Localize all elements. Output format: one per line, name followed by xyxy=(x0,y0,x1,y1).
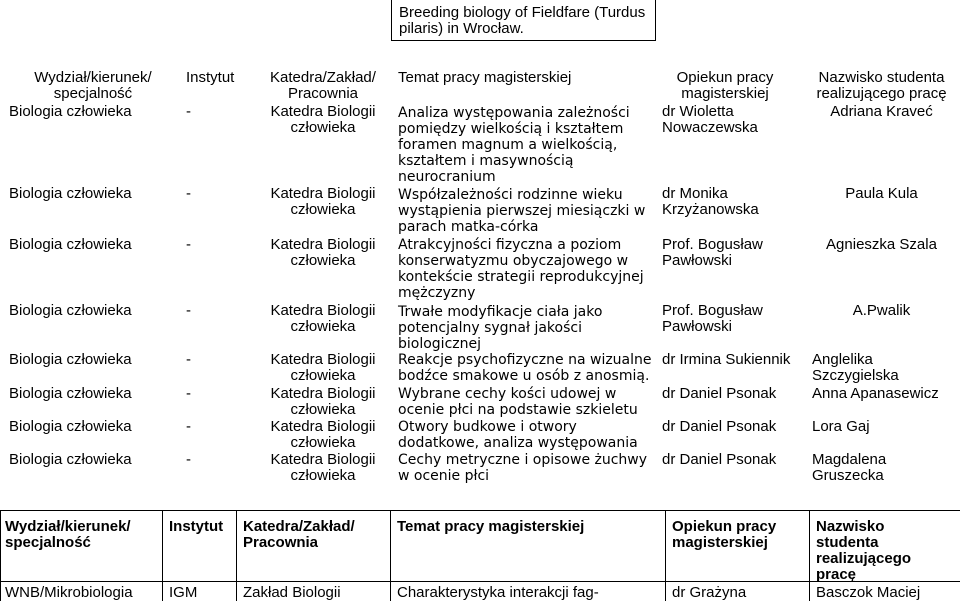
t1-row4-topic: Trwałe modyfikacje ciała jako potencjalny sygnał jakości biologicznej xyxy=(398,304,603,352)
t1-row1-student: Adriana Kraveć xyxy=(830,103,933,120)
t1-row1-supervisor: dr Wioletta Nowaczewska xyxy=(662,103,758,136)
t2-row-institute: IGM xyxy=(169,584,198,601)
t1-row7-institute: - xyxy=(186,418,191,435)
t1-row5-faculty: Biologia człowieka xyxy=(9,351,132,368)
t1-row5-topic: Reakcje psychofizyczne na wizualne bodźce smakowe u osób z anosmią. xyxy=(398,352,652,384)
t1-row7-department: Katedra Biologii człowieka xyxy=(270,418,376,451)
t1-row4-supervisor: Prof. Bogusław Pawłowski xyxy=(662,302,763,335)
t1-row1-institute: - xyxy=(186,103,191,120)
t1-header-topic: Temat pracy magisterskiej xyxy=(398,69,572,86)
t1-row3-institute: - xyxy=(186,236,191,253)
top-fragment-text: Breeding biology of Fieldfare (Turdus pilaris) in Wrocław. xyxy=(399,4,646,37)
top-box-bottom-border xyxy=(391,40,656,41)
t2-row-supervisor: dr Grażyna xyxy=(672,584,747,601)
t1-row8-student: Magdalena Gruszecka xyxy=(812,451,887,484)
t1-header-supervisor: Opiekun pracy magisterskiej xyxy=(676,69,774,102)
t1-header-faculty: Wydział/kierunek/ specjalność xyxy=(34,69,152,102)
t2-row-faculty: WNB/Mikrobiologia xyxy=(5,584,133,601)
t1-row5-department: Katedra Biologii człowieka xyxy=(270,351,376,384)
t1-row5-institute: - xyxy=(186,351,191,368)
t1-row6-student: Anna Apanasewicz xyxy=(812,385,939,402)
t1-row5-student: Anglelika Szczygielska xyxy=(812,351,899,384)
t1-row3-department: Katedra Biologii człowieka xyxy=(270,236,376,269)
t1-row8-supervisor: dr Daniel Psonak xyxy=(662,451,777,468)
t1-row6-department: Katedra Biologii człowieka xyxy=(270,385,376,418)
t1-row2-topic: Współzależności rodzinne wieku wystąpienia pierwszej miesiączki w parach matka-córka xyxy=(398,187,646,235)
top-box-right-border xyxy=(655,0,656,41)
t1-row3-supervisor: Prof. Bogusław Pawłowski xyxy=(662,236,763,269)
t2-top-border xyxy=(0,510,960,511)
t1-row7-student: Lora Gaj xyxy=(812,418,870,435)
t1-row4-institute: - xyxy=(186,302,191,319)
t2-row-topic: Charakterystyka interakcji fag- xyxy=(397,584,599,601)
t1-row4-department: Katedra Biologii człowieka xyxy=(270,302,376,335)
t1-row2-institute: - xyxy=(186,185,191,202)
t1-row4-faculty: Biologia człowieka xyxy=(9,302,132,319)
t2-row-student: Basczok Maciej xyxy=(816,584,921,601)
t2-header-student: Nazwisko studenta realizującego pracę xyxy=(816,518,912,583)
t1-row6-topic: Wybrane cechy kości udowej w ocenie płci na podstawie szkieletu xyxy=(398,386,638,418)
t1-row6-faculty: Biologia człowieka xyxy=(9,385,132,402)
t1-row7-supervisor: dr Daniel Psonak xyxy=(662,418,777,435)
t2-header-supervisor: Opiekun pracy magisterskiej xyxy=(672,518,777,551)
t1-row2-faculty: Biologia człowieka xyxy=(9,185,132,202)
t1-row8-topic: Cechy metryczne i opisowe żuchwy w ocenie płci xyxy=(398,452,648,484)
t1-header-department: Katedra/Zakład/ Pracownia xyxy=(270,69,376,102)
top-box-left-border xyxy=(391,0,392,41)
t1-row1-department: Katedra Biologii człowieka xyxy=(270,103,376,136)
t2-header-department: Katedra/Zakład/ Pracownia xyxy=(243,518,355,551)
t1-row8-faculty: Biologia człowieka xyxy=(9,451,132,468)
t2-header-faculty: Wydział/kierunek/ specjalność xyxy=(5,518,131,551)
t1-row1-topic: Analiza występowania zależności pomiędzy wielkością i kształtem foramen magnum a wielkością, kształtem i masywnością neurocranium xyxy=(398,105,630,185)
t1-row8-department: Katedra Biologii człowieka xyxy=(270,451,376,484)
t2-header-topic: Temat pracy magisterskiej xyxy=(397,518,585,535)
t2-row-department: Zakład Biologii xyxy=(243,584,341,601)
t2-col-border-0 xyxy=(0,510,1,601)
t2-header-institute: Instytut xyxy=(169,518,224,535)
t1-row2-supervisor: dr Monika Krzyżanowska xyxy=(662,185,759,218)
t1-row7-faculty: Biologia człowieka xyxy=(9,418,132,435)
t1-row6-institute: - xyxy=(186,385,191,402)
t1-row2-student: Paula Kula xyxy=(845,185,918,202)
t1-header-student: Nazwisko studenta realizującego pracę xyxy=(816,69,947,102)
t1-row4-student: A.Pwalik xyxy=(852,302,911,319)
t1-row6-supervisor: dr Daniel Psonak xyxy=(662,385,777,402)
t1-row1-faculty: Biologia człowieka xyxy=(9,103,132,120)
t1-row3-faculty: Biologia człowieka xyxy=(9,236,132,253)
t1-row8-institute: - xyxy=(186,451,191,468)
t1-row3-topic: Atrakcyjności fizyczna a poziom konserwatyzmu obyczajowego w kontekście strategii reprodukcyjnej mężczyzny xyxy=(398,237,644,301)
t1-row5-supervisor: dr Irmina Sukiennik xyxy=(662,351,791,368)
t1-header-institute: Instytut xyxy=(186,69,235,86)
t1-row3-student: Agnieszka Szala xyxy=(826,236,937,253)
t1-row7-topic: Otwory budkowe i otwory dodatkowe, analiza występowania xyxy=(398,419,638,451)
t1-row2-department: Katedra Biologii człowieka xyxy=(270,185,376,218)
